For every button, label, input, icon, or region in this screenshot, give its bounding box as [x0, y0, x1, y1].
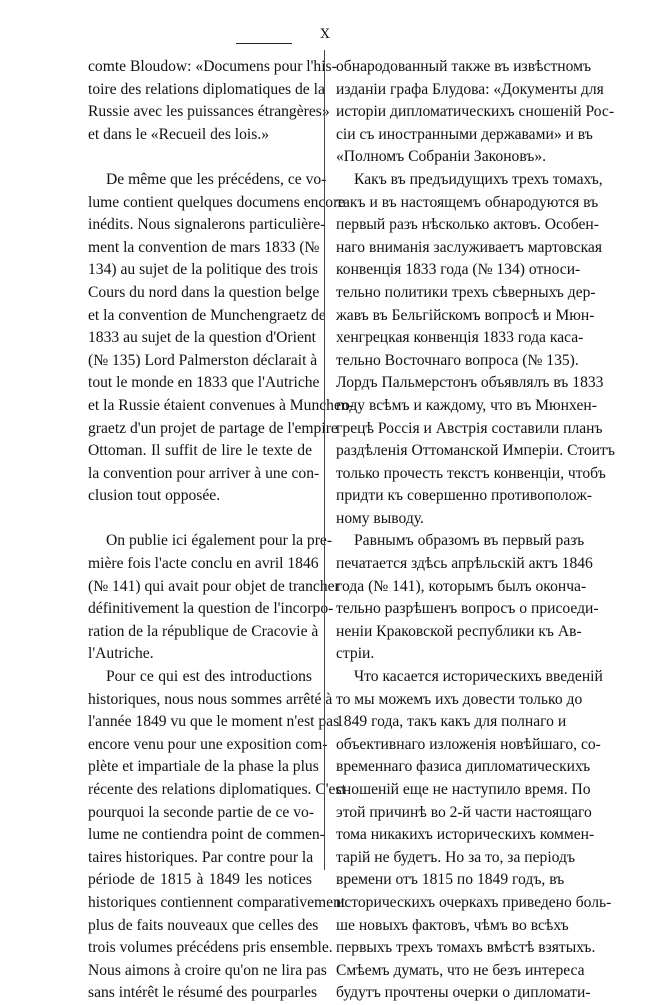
text-line: неніи Краковской республики къ Ав- [336, 622, 582, 640]
text-line: хенгрецкая конвенція 1833 года каса- [336, 329, 584, 347]
text-line: Russie avec les puissances étrangères» [88, 103, 330, 121]
text-line: временнаго фазиса дипломатическихъ [336, 758, 591, 776]
text-line: печатается здѣсь апрѣльскій актъ 1846 [336, 555, 593, 573]
text-line: graetz d'un projet de partage de l'empire [88, 419, 338, 437]
text-line: et la convention de Munchengraetz de [88, 306, 326, 324]
text-line: «Полномъ Собраніи Законовъ». [336, 148, 547, 166]
text-line: De même que les précédens, ce vo- [106, 170, 327, 188]
russian-column [336, 56, 615, 1005]
text-line: taires historiques. Par contre pour la [88, 848, 314, 866]
text-line: первый разъ нѣсколько актовъ. Особен- [336, 216, 599, 234]
text-line: придти къ совершенно противополож- [336, 487, 593, 505]
text-line: наго вниманія заслуживаетъ мартовская [336, 238, 603, 256]
text-line: только прочесть текстъ конвенціи, чтобъ [336, 464, 606, 482]
text-line: тельно политики трехъ сѣверныхъ дер- [336, 283, 596, 301]
text-line: l'Autriche. [88, 645, 154, 663]
text-line: Смѣемъ думать, что не безъ интереса [336, 961, 585, 979]
text-line: historiques contiennent comparativement [88, 893, 346, 911]
text-line: période de 1815 à 1849 les notices [88, 871, 312, 889]
text-line: trois volumes précédens pris ensemble. [88, 939, 333, 957]
text-line: sans intérêt le résumé des pourparles [88, 984, 318, 1002]
text-line: объективнаго изложенія новѣйшаго, со- [336, 735, 601, 753]
text-line: 134) au sujet de la politique des trois [88, 261, 318, 279]
text-line: 1833 au sujet de la question d'Orient [88, 329, 317, 347]
text-line: сіи съ иностранными державами» и въ [336, 125, 593, 143]
text-line: Равнымъ образомъ въ первый разъ [354, 532, 585, 550]
text-line: стріи. [336, 645, 375, 663]
text-line: ment la convention de mars 1833 (№ [88, 238, 320, 256]
text-line: Какъ въ предъидущихъ трехъ томахъ, [354, 170, 603, 188]
text-line: définitivement la question de l'incorpo- [88, 600, 334, 618]
text-line: comte Bloudow: «Documens pour l'his- [88, 58, 337, 75]
text-line: clusion tout opposée. [88, 487, 221, 505]
text-line: (№ 141) qui avait pour objet de trancher [88, 577, 340, 595]
paragraph-gap [88, 508, 312, 531]
text-line: году всѣмъ и каждому, что въ Мюнхен- [336, 396, 597, 414]
header-rule [236, 43, 292, 44]
text-line: года (№ 141), которымъ былъ оконча- [336, 577, 587, 595]
column-divider [324, 50, 325, 870]
text-line: грецѣ Россія и Австрія составили планъ [336, 419, 603, 437]
text-line: будутъ прочтены очерки о дипломати- [336, 984, 591, 1002]
text-line: ному выводу. [336, 509, 424, 527]
text-line: mière fois l'acte conclu en avril 1846 [88, 555, 319, 573]
text-line: encore venu pour une exposition com- [88, 735, 328, 753]
text-line: l'année 1849 vu que le moment n'est pas [88, 713, 340, 731]
text-line: такъ и въ настоящемъ обнародуются въ [336, 193, 599, 211]
text-line: изданіи графа Блудова: «Документы для [336, 80, 604, 98]
text-line: ше новыхъ фактовъ, чѣмъ во всѣхъ [336, 916, 569, 934]
page-number: X [320, 27, 330, 42]
text-line: раздѣленія Оттоманской Имперіи. Стоитъ [336, 442, 615, 460]
text-line: тарій не будетъ. Но за то, за періодъ [336, 848, 576, 866]
text-line: конвенція 1833 года (№ 134) относи- [336, 261, 581, 279]
text-line: lume contient quelques documens encore [88, 193, 346, 211]
text-line: récente des relations diplomatiques. C'est [88, 781, 346, 798]
text-line: обнародованный также въ извѣстномъ [336, 58, 592, 75]
text-line: inédits. Nous signalerons particulière- [88, 216, 326, 234]
text-line: тома никакихъ историческихъ коммен- [336, 826, 595, 844]
text-line: тельно разрѣшенъ вопросъ о присоеди- [336, 600, 599, 618]
paragraph-gap [88, 146, 312, 169]
text-line: Лордъ Пальмерстонъ объявлялъ въ 1833 [336, 374, 604, 392]
text-line: исторіи дипломатическихъ сношеній Рос- [336, 103, 615, 121]
text-line: тельно Восточнаго вопроса (№ 135). [336, 351, 579, 369]
french-column [88, 56, 354, 1005]
text-line: времени отъ 1815 по 1849 годъ, въ [336, 871, 565, 889]
text-line: tout le monde en 1833 que l'Autriche [88, 374, 320, 392]
text-line: (№ 135) Lord Palmerston déclarait à [88, 351, 318, 369]
text-line: Ottoman. Il suffit de lire le texte de [88, 442, 312, 460]
text-line: historiques, nous nous sommes arrêté à [88, 690, 333, 708]
text-line: сношеній еще не наступило время. По [336, 781, 591, 798]
text-line: 1849 года, такъ какъ для полнаго и [336, 713, 567, 731]
text-line: lume ne contiendra point de commen- [88, 826, 325, 844]
text-line: Pour ce qui est des introductions [106, 668, 312, 686]
text-line: plète et impartiale de la phase la plus [88, 758, 319, 776]
text-line: то мы можемъ ихъ довести только до [336, 690, 583, 708]
text-line: жавъ въ Бельгійскомъ вопросѣ и Мюн- [336, 306, 595, 324]
text-line: plus de faits nouveaux que celles des [88, 916, 319, 934]
text-line: toire des relations diplomatiques de la [88, 80, 325, 98]
text-line: On publie ici également pour la pre- [106, 532, 333, 550]
text-line: первыхъ трехъ томахъ вмѣстѣ взятыхъ. [336, 939, 596, 957]
text-line: la convention pour arriver à une con- [88, 464, 320, 482]
text-line: историческихъ очеркахъ приведено боль- [336, 893, 612, 911]
text-line: ration de la république de Cracovie à [88, 622, 319, 640]
text-line: этой причинѣ во 2-й части настоящаго [336, 803, 592, 821]
text-line: pourquoi la seconde partie de ce vo- [88, 803, 315, 821]
text-line: et dans le «Recueil des lois.» [88, 125, 270, 143]
text-line: Nous aimons à croire qu'on ne lira pas [88, 961, 327, 979]
text-line: Что касается историческихъ введеній [354, 668, 603, 686]
text-line: et la Russie étaient convenues à Munchen- [88, 396, 354, 414]
text-line: Cours du nord dans la question belge [88, 283, 320, 301]
